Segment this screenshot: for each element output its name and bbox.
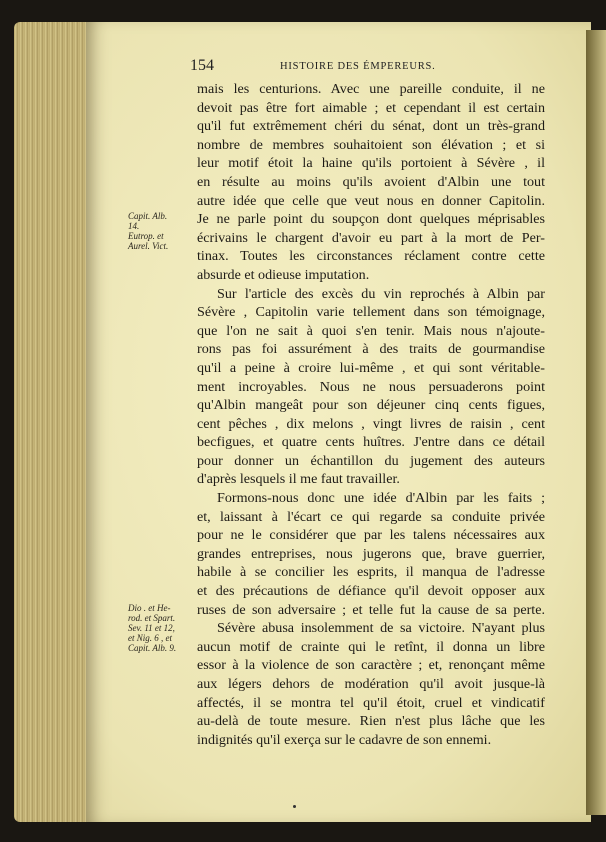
- text-line: qu'il fut extrêmement chéri du sénat, dont un très-grand: [197, 118, 545, 135]
- text-line: et, laissant à l'écart ce qui regarde sa conduite privée: [197, 508, 545, 525]
- text-line: rons pas foi assurément à des traits de gourmandise: [197, 341, 545, 358]
- text-line: et des précautions de défiance qu'il devoit opposer aux: [197, 583, 545, 600]
- facing-page-edge: [586, 30, 606, 815]
- text-line: Sévère abusa insolemment de sa victoire. N'ayant plus: [217, 620, 545, 637]
- text-line: tinax. Toutes les circonstances réclament contre cette: [197, 248, 545, 265]
- text-line: ment incroyables. Nous ne nous persuaderons point: [197, 378, 545, 395]
- text-line: pour donner un échantillon du jugement des auteurs: [197, 452, 545, 469]
- text-line: ruses de son adversaire ; et telle fut la cause de sa perte.: [197, 601, 545, 618]
- text-line: en résulte au moins qu'ils avoient d'Albin une tout: [197, 173, 545, 190]
- text-line: autre idée que celle que veut nous en donner Capitolin.: [197, 192, 545, 209]
- text-line: absurde et odieuse imputation.: [197, 266, 370, 283]
- margin-note-line: 14.: [128, 221, 140, 231]
- margin-note-capitolin: [128, 211, 196, 251]
- text-line: Sur l'article des excès du vin reprochés à Albin par: [217, 285, 545, 302]
- text-line: cent pêches , dix melons , vingt livres de raisin , cent: [197, 415, 545, 432]
- margin-note-dio: [128, 603, 196, 653]
- text-line: grandes entreprises, nous jugerons que, brave guerrier,: [197, 545, 545, 562]
- running-title: HISTOIRE DES ÉMPEREURS.: [280, 61, 436, 72]
- body-text: [197, 80, 545, 749]
- text-line: au-delà de toute mesure. Rien n'est plus lâche que les: [197, 713, 545, 730]
- page-edges: [14, 22, 94, 822]
- text-line: leur motif étoit la haine qu'ils portoient à Sévère , il: [197, 155, 545, 172]
- margin-note-line: Capit. Alb.: [128, 211, 168, 221]
- text-line: habile à se concilier les esprits, il manqua de l'adresse: [197, 564, 545, 581]
- text-line: pour ne le considérer que par les talens nécessaires aux: [197, 527, 545, 544]
- ink-dot: [293, 805, 296, 808]
- text-line: qu'Albin mangeât pour son déjeuner cinq cents figues,: [197, 397, 545, 414]
- text-line: que l'on ne sait à quoi s'en tenir. Mais nous n'ajoute-: [197, 322, 545, 339]
- margin-note-line: et Nig. 6 , et: [128, 633, 172, 643]
- text-line: écrivains le chargent d'avoir eu part à la mort de Per-: [197, 229, 545, 246]
- margin-note-line: Sev. 11 et 12,: [128, 623, 175, 633]
- text-line: essor à la violence de son caractère ; et, renonçant même: [197, 657, 545, 674]
- text-line: Formons-nous donc une idée d'Albin par les faits ;: [217, 490, 545, 507]
- text-line: Je ne parle point du soupçon dont quelques méprisables: [197, 211, 545, 228]
- margin-note-line: Dio . et He-: [128, 603, 171, 613]
- page-number: 154: [190, 57, 214, 74]
- margin-note-line: Aurel. Vict.: [128, 241, 169, 251]
- margin-note-line: rod. et Spart.: [128, 613, 176, 623]
- margin-note-line: Eutrop. et: [128, 231, 164, 241]
- text-line: aux légers dehors de modération qu'il avoit jusque-là: [197, 676, 545, 692]
- text-line: nombre de membres souhaitoient son élévation ; et si: [197, 136, 545, 153]
- text-line: d'après lesquels il me faut travailler.: [197, 471, 400, 488]
- text-line: devoit pas être fort aimable ; et cependant il est certain: [197, 99, 545, 116]
- margin-note-line: Capit. Alb. 9.: [128, 643, 177, 653]
- text-line: becfigues, et quatre cents huîtres. J'entre dans ce détail: [197, 434, 545, 451]
- text-line: affectés, il se montra tel qu'il étoit, cruel et vindicatif: [197, 694, 545, 711]
- text-line: qu'il a peine à croire lui-même , et qui sont véritable-: [197, 359, 545, 376]
- text-line: aucun motif de crainte qui le retînt, il donna un libre: [197, 638, 545, 655]
- text-line: mais les centurions. Avec une pareille conduite, il ne: [197, 81, 545, 97]
- text-line: Sévère , Capitolin varie tellement dans son témoignage,: [197, 304, 545, 321]
- text-line: indignités qu'il exerça sur le cadavre de son ennemi.: [197, 731, 492, 748]
